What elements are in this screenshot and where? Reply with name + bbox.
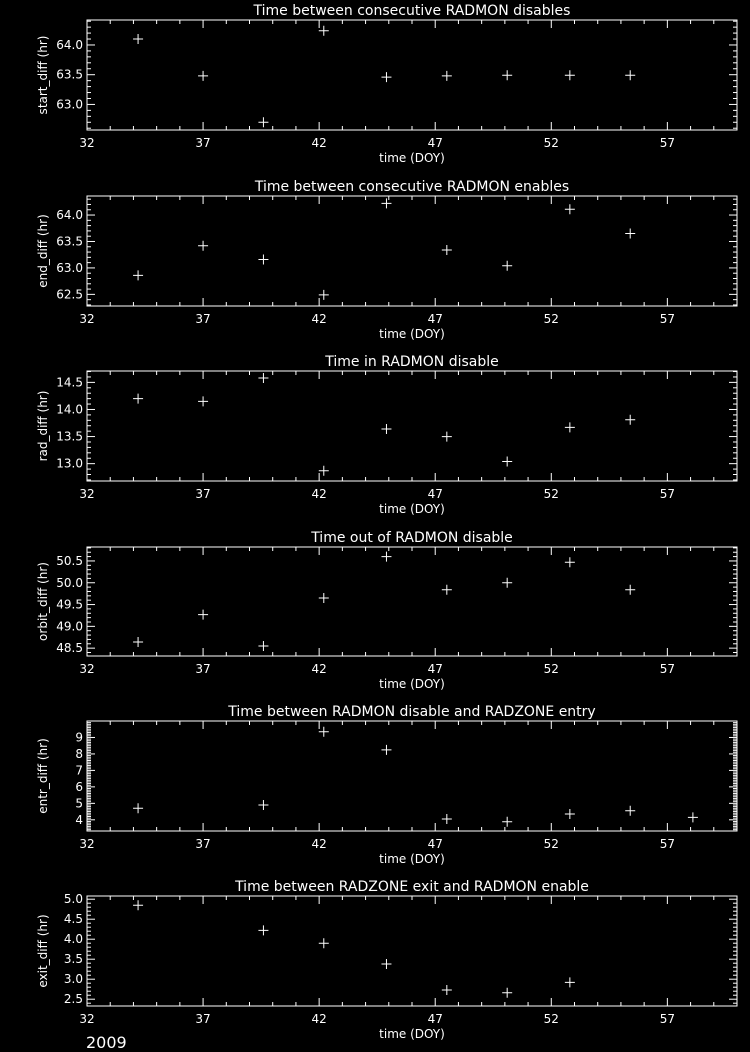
x-tick-label: 47 — [427, 487, 443, 501]
data-point — [133, 803, 143, 813]
x-tick-label: 57 — [659, 837, 675, 851]
x-tick-label: 47 — [427, 837, 443, 851]
data-point — [502, 456, 512, 466]
y-tick-label: 2.5 — [63, 992, 83, 1007]
x-axis-label: time (DOY) — [379, 1027, 445, 1041]
x-tick-label: 37 — [195, 1012, 211, 1026]
x-tick-label: 57 — [659, 136, 675, 150]
y-tick-label: 9 — [75, 730, 83, 745]
y-tick-label: 5 — [75, 796, 83, 811]
data-point — [381, 72, 391, 82]
data-point — [198, 610, 208, 620]
data-point — [319, 466, 329, 476]
chart-title: Time between consecutive RADMON enables — [254, 179, 570, 195]
data-point — [198, 396, 208, 406]
y-tick-label: 14.0 — [56, 402, 83, 417]
chart-title: Time between RADMON disable and RADZONE entry — [228, 704, 596, 720]
y-tick-label: 4.5 — [63, 912, 83, 927]
x-tick-label: 47 — [427, 1012, 443, 1026]
chart-panel-1 — [36, 3, 737, 165]
x-tick-label: 47 — [427, 312, 443, 326]
x-tick-label: 57 — [659, 1012, 675, 1026]
data-point — [258, 373, 268, 383]
data-point — [565, 422, 575, 432]
chart-panel-5 — [36, 704, 737, 866]
chart-title: Time out of RADMON disable — [311, 530, 513, 546]
data-point — [133, 637, 143, 647]
x-tick-label: 32 — [79, 312, 95, 326]
x-tick-label: 42 — [311, 837, 327, 851]
y-axis-label: orbit_diff (hr) — [36, 562, 50, 641]
chart-panel-3 — [36, 354, 737, 516]
data-point — [319, 290, 329, 300]
x-tick-label: 37 — [195, 662, 211, 676]
y-tick-label: 50.5 — [56, 553, 83, 568]
x-axis-label: time (DOY) — [379, 677, 445, 691]
data-point — [442, 814, 452, 824]
y-tick-label: 5.0 — [63, 892, 83, 907]
y-tick-label: 3.5 — [63, 952, 83, 967]
x-tick-label: 52 — [543, 1012, 559, 1026]
data-point — [688, 812, 698, 822]
x-tick-label: 32 — [79, 837, 95, 851]
x-tick-label: 37 — [195, 837, 211, 851]
data-point — [133, 900, 143, 910]
y-tick-label: 13.5 — [56, 429, 83, 444]
chart-panel-4 — [36, 530, 737, 691]
y-tick-label: 49.5 — [56, 597, 83, 612]
y-tick-label: 63.5 — [56, 234, 83, 249]
x-tick-label: 42 — [311, 487, 327, 501]
data-point — [625, 585, 635, 595]
y-tick-label: 63.0 — [56, 97, 83, 112]
x-tick-label: 47 — [427, 136, 443, 150]
y-tick-label: 7 — [75, 763, 83, 778]
x-axis-label: time (DOY) — [379, 852, 445, 866]
data-point — [381, 198, 391, 208]
y-tick-label: 4 — [75, 812, 83, 827]
chart-title: Time in RADMON disable — [325, 354, 499, 370]
data-point — [565, 557, 575, 567]
chart-title: Time between consecutive RADMON disables — [253, 3, 571, 19]
data-point — [565, 809, 575, 819]
chart-title: Time between RADZONE exit and RADMON enable — [235, 879, 589, 895]
y-axis-label: start_diff (hr) — [36, 35, 50, 115]
plot-frame — [87, 896, 737, 1006]
data-point — [381, 745, 391, 755]
x-tick-label: 32 — [79, 662, 95, 676]
y-tick-label: 49.0 — [56, 619, 83, 634]
data-point — [381, 959, 391, 969]
x-tick-label: 42 — [311, 662, 327, 676]
y-tick-label: 48.5 — [56, 641, 83, 656]
data-point — [198, 71, 208, 81]
y-tick-label: 64.0 — [56, 208, 83, 223]
data-point — [133, 270, 143, 280]
data-point — [381, 552, 391, 562]
y-tick-label: 63.5 — [56, 67, 83, 82]
x-tick-label: 57 — [659, 487, 675, 501]
data-point — [198, 241, 208, 251]
y-tick-label: 6 — [75, 779, 83, 794]
data-point — [319, 727, 329, 737]
y-tick-label: 62.5 — [56, 287, 83, 302]
data-point — [319, 593, 329, 603]
data-point — [442, 585, 452, 595]
y-tick-label: 3.0 — [63, 972, 83, 987]
plot-frame — [87, 371, 737, 481]
x-tick-label: 32 — [79, 1012, 95, 1026]
y-tick-label: 50.0 — [56, 575, 83, 590]
x-axis-label: time (DOY) — [379, 502, 445, 516]
x-tick-label: 32 — [79, 136, 95, 150]
x-tick-label: 57 — [659, 312, 675, 326]
data-point — [502, 261, 512, 271]
x-tick-label: 57 — [659, 662, 675, 676]
x-tick-label: 52 — [543, 136, 559, 150]
x-tick-label: 37 — [195, 312, 211, 326]
data-point — [502, 578, 512, 588]
data-point — [258, 117, 268, 127]
x-axis-label: time (DOY) — [379, 151, 445, 165]
data-point — [625, 806, 635, 816]
data-point — [502, 817, 512, 827]
data-point — [381, 424, 391, 434]
y-tick-label: 8 — [75, 746, 83, 761]
data-point — [442, 985, 452, 995]
x-axis-label: time (DOY) — [379, 327, 445, 341]
y-axis-label: exit_diff (hr) — [36, 914, 50, 988]
data-point — [258, 254, 268, 264]
y-axis-label: rad_diff (hr) — [36, 390, 50, 462]
data-point — [625, 229, 635, 239]
plot-frame — [87, 196, 737, 306]
x-tick-label: 37 — [195, 136, 211, 150]
x-tick-label: 42 — [311, 1012, 327, 1026]
data-point — [565, 70, 575, 80]
y-tick-label: 63.0 — [56, 260, 83, 275]
x-tick-label: 32 — [79, 487, 95, 501]
data-point — [133, 394, 143, 404]
plot-frame — [87, 20, 737, 130]
data-point — [565, 977, 575, 987]
data-point — [442, 71, 452, 81]
y-axis-label: end_diff (hr) — [36, 214, 50, 288]
year-label: 2009 — [86, 1033, 127, 1052]
x-tick-label: 37 — [195, 487, 211, 501]
data-point — [502, 988, 512, 998]
x-tick-label: 47 — [427, 662, 443, 676]
data-point — [133, 34, 143, 44]
data-point — [258, 641, 268, 651]
y-axis-label: entr_diff (hr) — [36, 738, 50, 814]
data-point — [442, 245, 452, 255]
y-tick-label: 4.0 — [63, 932, 83, 947]
y-tick-label: 64.0 — [56, 37, 83, 52]
data-point — [502, 70, 512, 80]
data-point — [625, 70, 635, 80]
plot-frame — [87, 547, 737, 656]
y-tick-label: 13.0 — [56, 456, 83, 471]
data-point — [442, 432, 452, 442]
data-point — [319, 938, 329, 948]
x-tick-label: 52 — [543, 662, 559, 676]
y-tick-label: 14.5 — [56, 375, 83, 390]
data-point — [258, 800, 268, 810]
x-tick-label: 52 — [543, 487, 559, 501]
x-tick-label: 42 — [311, 312, 327, 326]
x-tick-label: 42 — [311, 136, 327, 150]
chart-panel-6 — [36, 879, 737, 1041]
data-point — [625, 415, 635, 425]
plot-frame — [87, 721, 737, 831]
x-tick-label: 52 — [543, 837, 559, 851]
chart-panel-2 — [36, 179, 737, 341]
data-point — [565, 204, 575, 214]
x-tick-label: 52 — [543, 312, 559, 326]
data-point — [319, 26, 329, 36]
data-point — [258, 925, 268, 935]
